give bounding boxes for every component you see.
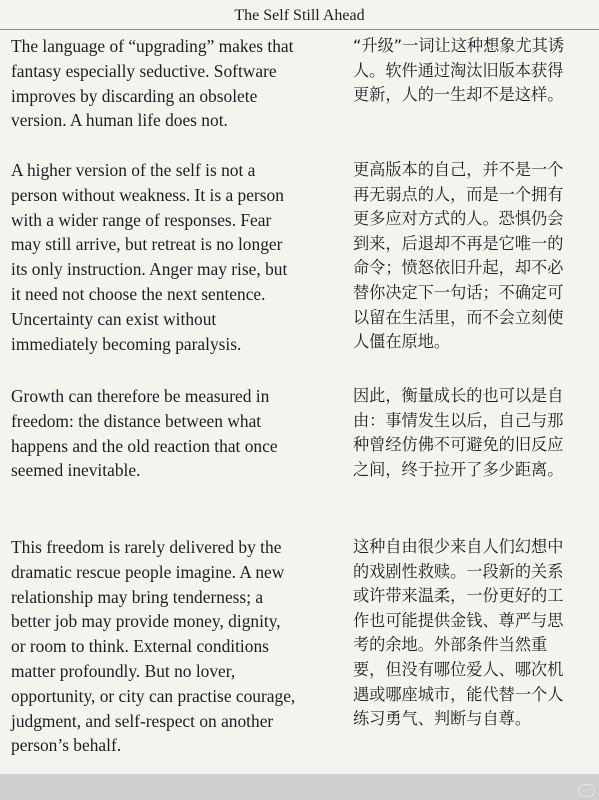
text-line: relationship may bring tenderness; a — [11, 586, 264, 607]
text-line: may still arrive, but retreat is no longer — [11, 234, 283, 255]
paragraph-zh-1 — [353, 34, 593, 108]
text-line: opportunity, or city can practise courage, — [11, 685, 296, 706]
text-line: improves by discarding an obsolete — [11, 85, 258, 106]
text-line: 更新，人的一生却不是这样。 — [353, 85, 564, 105]
text-line: The language of “upgrading” makes that — [11, 36, 294, 56]
text-line: freedom: the distance between what — [11, 410, 262, 431]
text-line: 之间，终于拉开了多少距离。 — [353, 459, 564, 479]
paragraph-zh-2 — [353, 158, 593, 355]
paragraph-en-2 — [11, 158, 343, 356]
text-line: 练习勇气、判断与自尊。 — [353, 709, 532, 729]
text-line: 以留在生活里，而不会立刻使 — [353, 307, 564, 327]
text-line: 人僵在原地。 — [353, 332, 451, 352]
text-line: 遇或哪座城市，能代替一个人 — [353, 684, 564, 704]
book-title: The Self Still Ahead — [234, 7, 365, 24]
text-line: 人。软件通过淘汰旧版本获得 — [353, 60, 564, 80]
text-line: 再无弱点的人，而是一个拥有 — [353, 184, 564, 204]
paragraph-zh-3 — [353, 384, 593, 482]
text-line: Uncertainty can exist without — [11, 308, 217, 329]
text-line: happens and the old reaction that once — [11, 435, 278, 456]
text-line: person’s behalf. — [11, 735, 122, 756]
text-line: person without weakness. It is a person — [11, 184, 284, 205]
paragraph-en-3 — [11, 384, 343, 483]
text-line: 考的余地。外部条件当然重 — [353, 635, 548, 655]
text-line: 种曾经仿佛不可避免的旧反应 — [353, 435, 564, 455]
text-line: “升级”一词让这种想象尤其诱 — [353, 36, 565, 55]
text-line: it need not choose the next sentence. — [11, 283, 266, 304]
text-line: 或许带来温柔，一份更好的工 — [353, 586, 564, 606]
text-line: better job may provide money, dignity, — [11, 611, 281, 632]
text-line: 作也可能提供金钱、尊严与思 — [353, 610, 564, 630]
text-line: Growth can therefore be measured in — [11, 386, 270, 406]
bottom-bar — [0, 774, 599, 800]
text-line: its only instruction. Anger may rise, but — [11, 259, 288, 280]
text-line: version. A human life does not. — [11, 110, 228, 131]
text-line: This freedom is rarely delivered by the — [11, 537, 282, 557]
paragraph-zh-4 — [353, 535, 593, 732]
text-line: 由：事情发生以后，自己与那 — [353, 410, 564, 430]
text-line: with a wider range of responses. Fear — [11, 209, 272, 230]
text-line: 到来，后退却不再是它唯一的 — [353, 233, 564, 253]
text-line: immediately becoming paralysis. — [11, 333, 242, 354]
text-line: dramatic rescue people imagine. A new — [11, 561, 285, 582]
text-line: 更多应对方式的人。恐惧仍会 — [353, 209, 564, 229]
text-line: 因此，衡量成长的也可以是自 — [353, 386, 564, 405]
paragraph-en-1 — [11, 34, 343, 133]
text-line: A higher version of the self is not a — [11, 160, 256, 180]
text-line: 的戏剧性救赎。一段新的关系 — [353, 561, 564, 581]
text-line: fantasy especially seductive. Software — [11, 60, 277, 81]
watermark-logo: ·· — [578, 784, 595, 797]
text-line: or room to think. External conditions — [11, 636, 269, 657]
text-line: 更高版本的自己，并不是一个 — [353, 160, 564, 179]
text-line: 这种自由很少来自人们幻想中 — [353, 537, 564, 556]
text-line: 命令；愤怒依旧升起，却不必 — [353, 258, 564, 278]
text-line: 替你决定下一句话；不确定可 — [353, 282, 564, 302]
text-line: matter profoundly. But no lover, — [11, 660, 236, 681]
page-header — [0, 0, 599, 30]
text-line: seemed inevitable. — [11, 460, 141, 481]
text-line: 要，但没有哪位爱人、哪次机 — [353, 659, 564, 679]
text-line: judgment, and self-respect on another — [11, 710, 274, 731]
paragraph-en-4 — [11, 535, 343, 758]
